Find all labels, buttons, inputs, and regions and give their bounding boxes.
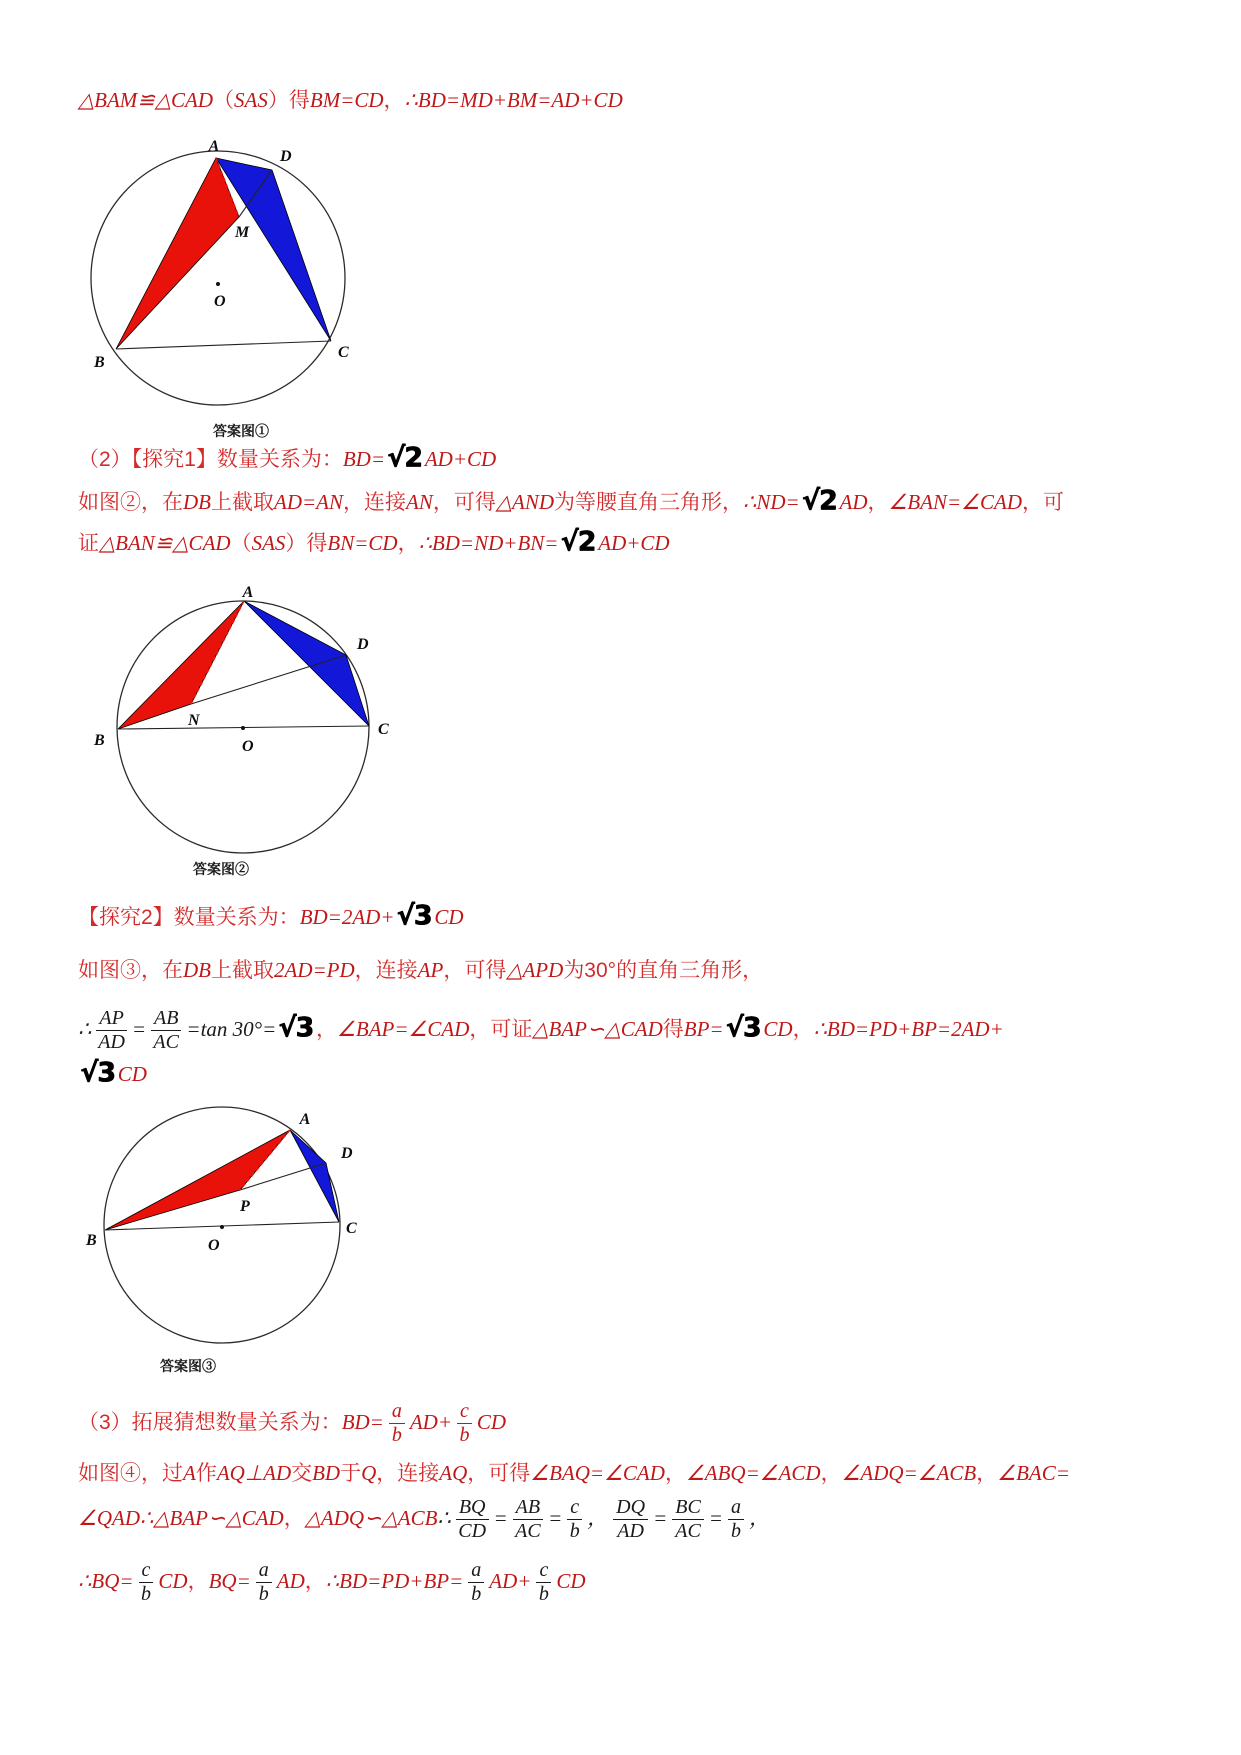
formula-line-tan <box>78 1000 1004 1058</box>
fraction: $\frac{BC}{AC}$ <box>672 1497 704 1542</box>
text-segment: ， <box>304 1570 326 1593</box>
text-segment: BD= <box>341 1410 384 1434</box>
text-segment: ∠QAD∴△BAP∽△CAD <box>78 1506 284 1530</box>
text-segment: ，可证 <box>469 1018 533 1041</box>
blue-triangle-adc <box>244 601 369 726</box>
text-segment: √2 <box>560 526 596 557</box>
text-segment: ， <box>283 1507 305 1530</box>
text-segment: （ <box>230 532 252 555</box>
point-label-d: D <box>357 636 369 653</box>
solution-line-4 <box>78 953 763 988</box>
text-segment: 交 <box>291 1462 313 1485</box>
text-segment: AD=AN <box>274 490 343 514</box>
text-segment: √3 <box>80 1057 115 1088</box>
text-segment: = <box>708 1506 723 1530</box>
inquiry-2-line <box>78 899 464 935</box>
fraction: $\frac{DQ}{AD}$ <box>613 1497 648 1542</box>
text-segment: AD+ <box>489 1569 532 1593</box>
text-segment: AD+CD <box>598 531 670 555</box>
point-label-o: O <box>214 293 226 310</box>
text-segment: ∠BAN=∠CAD <box>888 490 1023 514</box>
text-segment: 上截取 <box>211 959 274 982</box>
text-segment: BQ= <box>208 1569 251 1593</box>
text-segment: ， <box>397 532 419 555</box>
text-segment: 为30°的直角三角形， <box>563 959 764 982</box>
text-segment: （ <box>213 89 235 112</box>
inquiry-1-line <box>78 441 496 477</box>
figure-2-caption: 答案图② <box>193 861 249 877</box>
text-segment: ，连接 <box>376 1462 440 1485</box>
text-segment: ∠BAP=∠CAD <box>337 1017 470 1041</box>
text-segment: ∴ND= <box>743 490 800 514</box>
point-label-o: O <box>208 1237 220 1254</box>
text-segment: AD <box>276 1569 305 1593</box>
point-label-o: O <box>242 738 254 755</box>
solution-line-5 <box>78 1456 1070 1491</box>
text-segment: =tan 30°= <box>186 1017 277 1041</box>
point-label-p: P <box>240 1198 250 1215</box>
text-segment: ，可 <box>1022 491 1065 514</box>
text-segment: AQ <box>439 1461 468 1485</box>
point-label-c: C <box>338 344 349 361</box>
text-segment: ， <box>748 1506 770 1530</box>
circle-figure-1 <box>78 125 368 425</box>
chord-bc <box>116 341 331 349</box>
text-segment: CD <box>117 1062 147 1086</box>
circle-figure-3 <box>78 1100 378 1360</box>
text-segment: BD= <box>342 447 386 471</box>
fraction: $\frac{c}{b}$ <box>457 1401 472 1446</box>
text-segment: ∴BQ= <box>78 1569 134 1593</box>
text-segment: ， <box>867 491 889 514</box>
text-segment: CD <box>158 1569 188 1593</box>
text-segment: ， <box>792 1018 814 1041</box>
text-segment: A <box>183 1461 196 1485</box>
red-triangle-bam <box>116 158 239 349</box>
formula-line-similar <box>78 1490 770 1547</box>
formula-line-final <box>78 1553 586 1610</box>
point-label-c: C <box>378 721 389 738</box>
blue-triangle-adc <box>290 1130 339 1222</box>
circle-figure-2 <box>78 585 398 870</box>
text-segment: △AND <box>495 490 554 514</box>
text-segment: 于 <box>340 1462 362 1485</box>
point-label-a: A <box>242 584 254 601</box>
center-dot <box>241 726 245 730</box>
text-segment: ，连接 <box>354 959 418 982</box>
fraction: $\frac{a}{b}$ <box>256 1560 272 1605</box>
text-segment: 作 <box>195 1462 217 1485</box>
text-segment: ， <box>187 1570 209 1593</box>
text-segment: ， <box>587 1506 609 1530</box>
text-segment: Q <box>361 1461 377 1485</box>
text-segment: ∴BD=PD+BP=2AD+ <box>813 1017 1004 1041</box>
text-segment: （2）【探究1】数量关系为： <box>78 448 343 471</box>
text-segment: ∴BD=ND+BN= <box>418 531 559 555</box>
solution-line-2 <box>78 484 1064 520</box>
text-segment: ∠ABQ=∠ACD <box>685 1461 821 1485</box>
text-segment: ， <box>820 1462 842 1485</box>
text-segment: BN=CD <box>327 531 398 555</box>
point-label-c: C <box>346 1220 357 1237</box>
text-segment: CD <box>434 905 464 929</box>
text-segment: BD <box>312 1461 341 1485</box>
fraction: $\frac{a}{b}$ <box>389 1401 405 1446</box>
text-segment: CD <box>763 1017 793 1041</box>
text-segment: SAS <box>251 531 286 555</box>
text-segment: CD <box>476 1410 507 1434</box>
red-triangle-ban <box>118 601 244 729</box>
text-segment: √2 <box>387 442 422 473</box>
text-segment: ）得 <box>267 89 310 112</box>
text-segment: √2 <box>801 485 837 516</box>
text-segment: ，连接 <box>343 491 406 514</box>
fraction: $\frac{c}{b}$ <box>139 1560 154 1605</box>
text-segment: △BAP∽△CAD <box>532 1017 663 1041</box>
text-segment: BD=2AD+ <box>299 905 395 929</box>
expansion-line <box>78 1398 506 1447</box>
point-label-a: A <box>299 1111 311 1128</box>
point-label-b: B <box>86 1232 97 1249</box>
solution-line-1 <box>78 83 623 118</box>
text-segment: ， <box>976 1462 998 1485</box>
text-segment: AN <box>406 490 433 514</box>
text-segment: AQ⊥AD <box>216 1461 292 1485</box>
text-segment: DB <box>183 490 211 514</box>
text-segment: 2AD=PD <box>274 958 355 982</box>
text-segment: ∠BAC= <box>997 1461 1070 1485</box>
text-segment: CD <box>556 1569 586 1593</box>
text-segment: ∠BAQ=∠CAD <box>530 1461 665 1485</box>
text-segment: AP <box>417 958 444 982</box>
figure-1-caption: 答案图① <box>213 423 269 439</box>
text-segment: ∴BD=MD+BM=AD+CD <box>404 88 623 112</box>
text-segment: △BAN≌△CAD <box>99 531 231 555</box>
center-dot <box>220 1225 224 1229</box>
point-label-a: A <box>208 138 220 155</box>
text-segment: 如图②，在 <box>78 491 183 514</box>
fraction: $\frac{AB}{AC}$ <box>151 1008 181 1053</box>
point-label-b: B <box>94 732 105 749</box>
text-segment: （3）拓展猜想数量关系为： <box>78 1411 342 1434</box>
text-segment: 如图④，过 <box>78 1462 183 1485</box>
text-segment: 如图③，在 <box>78 959 183 982</box>
text-segment: ，可得 <box>432 491 496 514</box>
text-segment: BM=CD <box>309 88 384 112</box>
fraction: $\frac{c}{b}$ <box>567 1497 582 1542</box>
text-segment: ∠ADQ=∠ACB <box>841 1461 977 1485</box>
text-segment: BP= <box>683 1017 724 1041</box>
text-segment: ）得 <box>285 532 328 555</box>
text-segment: 得 <box>662 1018 684 1041</box>
formula-line-root3cd <box>78 1056 147 1092</box>
text-segment: △APD <box>506 958 564 982</box>
text-segment: 为等腰直角三角形， <box>554 491 743 514</box>
text-segment: = <box>548 1506 563 1530</box>
fraction: $\frac{AP}{AD}$ <box>98 1006 125 1053</box>
point-label-n: N <box>188 712 200 729</box>
point-label-d: D <box>341 1145 353 1162</box>
text-segment: △ADQ∽△ACB <box>304 1506 438 1530</box>
text-segment: 【探究2】数量关系为： <box>78 906 300 929</box>
text-segment: ，可得 <box>443 959 507 982</box>
fraction: $\frac{a}{b}$ <box>728 1497 744 1542</box>
text-segment: △BAM≌△CAD <box>78 88 214 112</box>
text-segment: DB <box>183 958 211 982</box>
blue-triangle-adc <box>216 158 331 341</box>
text-segment: AD <box>839 490 868 514</box>
fraction: $\frac{a}{b}$ <box>468 1560 484 1605</box>
text-segment: = <box>131 1017 146 1041</box>
text-segment: AD+ <box>409 1410 453 1434</box>
text-segment: ∴BD=PD+BP= <box>325 1569 464 1593</box>
text-segment: = <box>653 1506 668 1530</box>
text-segment: √3 <box>725 1012 761 1043</box>
point-label-d: D <box>280 148 292 165</box>
point-label-b: B <box>94 354 105 371</box>
text-segment: 上截取 <box>211 491 274 514</box>
text-segment: √3 <box>278 1012 314 1043</box>
fraction: $\frac{AB}{AC}$ <box>513 1497 543 1542</box>
text-segment: SAS <box>234 88 268 112</box>
figure-3-caption: 答案图③ <box>160 1358 216 1374</box>
text-segment: 证 <box>78 532 99 555</box>
point-label-m: M <box>235 224 250 241</box>
solution-line-3 <box>78 525 670 561</box>
red-triangle-bap <box>105 1130 290 1230</box>
text-segment: = <box>493 1506 508 1530</box>
text-segment: ∴ <box>437 1506 451 1530</box>
text-segment: ， <box>383 89 405 112</box>
text-segment: AD+CD <box>424 447 497 471</box>
text-segment: ，可得 <box>467 1462 531 1485</box>
center-dot <box>216 282 220 286</box>
text-segment: √3 <box>396 900 432 931</box>
text-segment: ， <box>664 1462 686 1485</box>
fraction: $\frac{c}{b}$ <box>536 1560 551 1605</box>
fraction: $\frac{BQ}{CD}$ <box>456 1497 489 1542</box>
text-segment: ∴ <box>78 1017 92 1041</box>
text-segment: ， <box>316 1018 338 1041</box>
